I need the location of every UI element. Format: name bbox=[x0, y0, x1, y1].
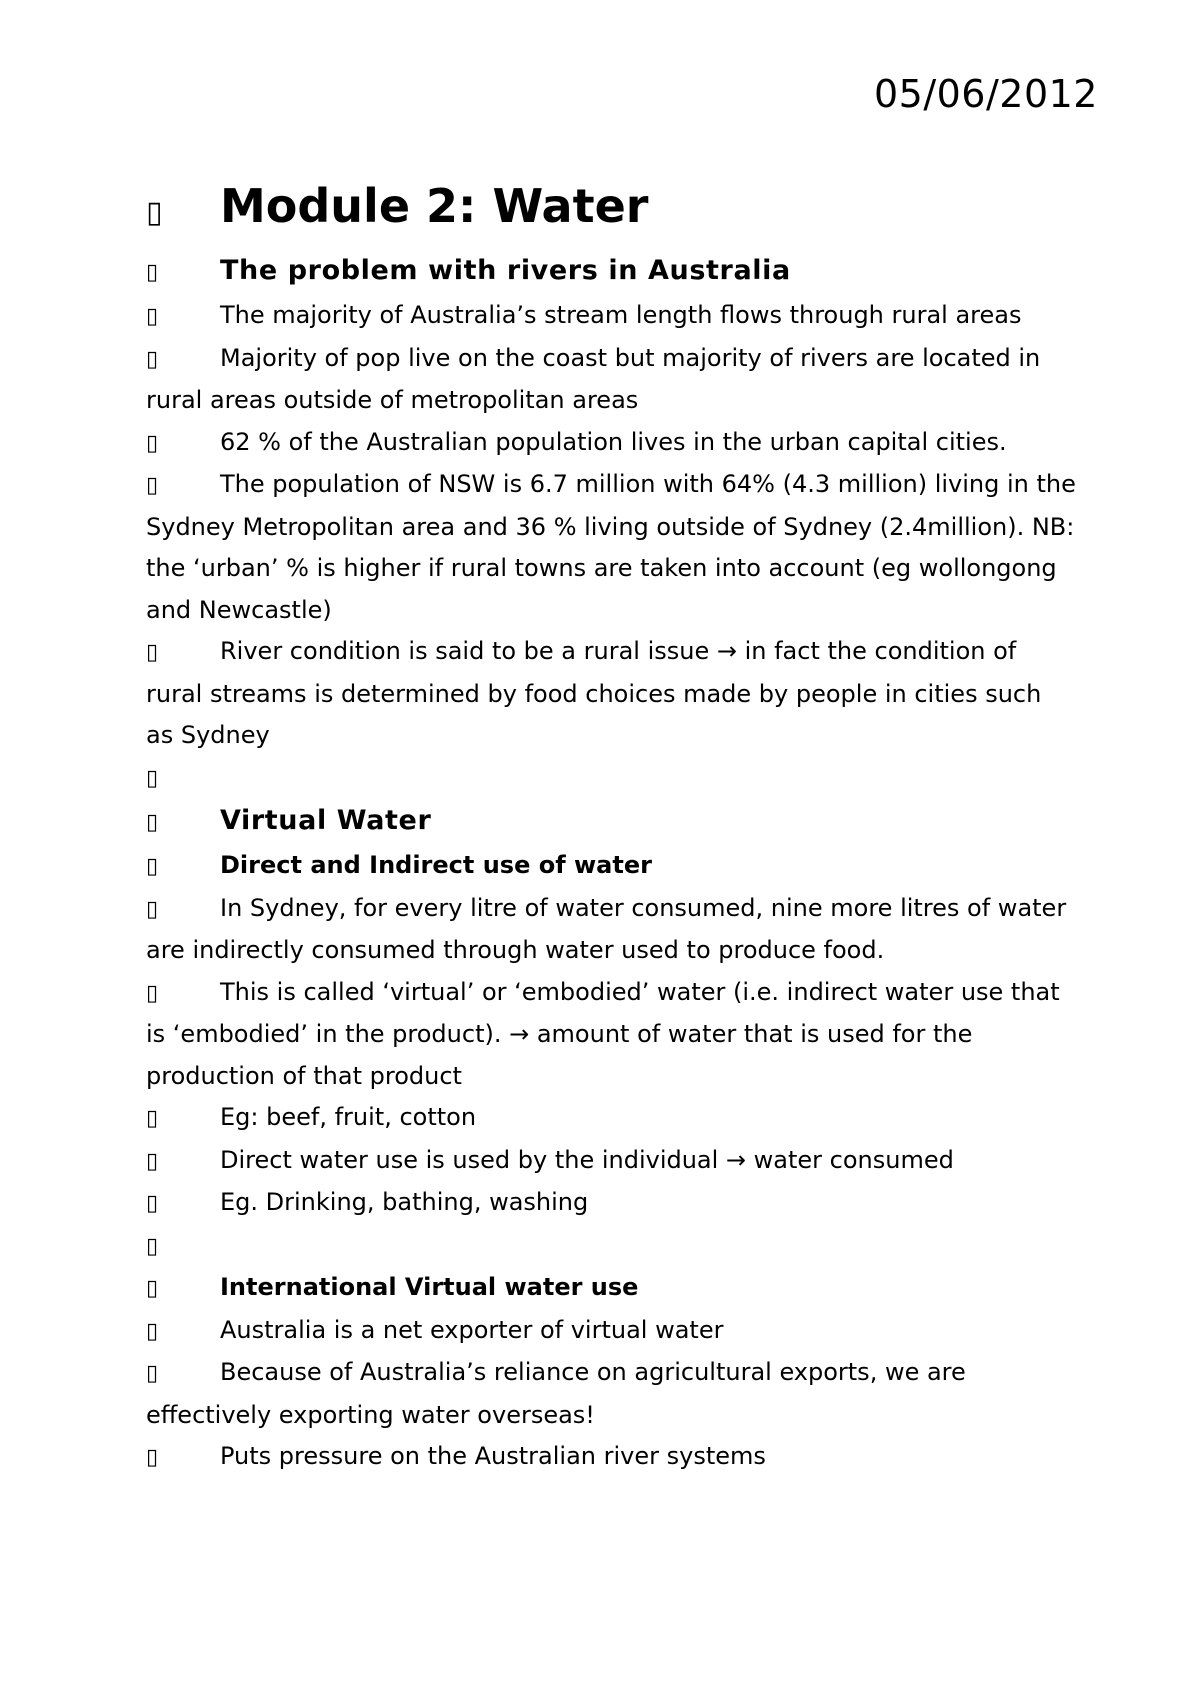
list-item-text: Eg. Drinking, bathing, washing bbox=[220, 1188, 589, 1216]
list-item-text: In Sydney, for every litre of water consumed, nine more litres of water are indirectly consumed through water used to produce food. bbox=[146, 893, 1067, 964]
bullet-marker-icon: ▯ bbox=[146, 980, 159, 1006]
bullet-marker-icon: ▯ bbox=[146, 640, 159, 665]
list-item-text: Puts pressure on the Australian river systems bbox=[220, 1442, 766, 1470]
list-item bbox=[146, 1436, 1076, 1479]
bullet-marker-icon: ▯ bbox=[146, 346, 159, 372]
empty-list-item bbox=[146, 757, 1076, 800]
list-item-text: Direct water use is used by the individual → water consumed bbox=[220, 1145, 954, 1174]
section-heading-text: Virtual Water bbox=[220, 805, 432, 836]
bullet-marker-icon: ▯ bbox=[146, 810, 159, 835]
bullet-marker-icon: ▯ bbox=[146, 765, 159, 791]
document-body bbox=[146, 176, 1076, 1479]
list-item bbox=[146, 422, 1076, 465]
bullet-marker-icon: ▯ bbox=[146, 1148, 159, 1174]
section-heading-text: The problem with rivers in Australia bbox=[220, 255, 791, 286]
bullet-marker-icon: ▯ bbox=[146, 1445, 159, 1470]
bullet-marker-icon: ▯ bbox=[146, 304, 159, 329]
section-heading-international bbox=[146, 1267, 1076, 1310]
list-item bbox=[146, 631, 1076, 757]
list-item bbox=[146, 464, 1076, 631]
section-heading-rivers bbox=[146, 249, 1076, 295]
section-heading-text: International Virtual water use bbox=[220, 1273, 639, 1301]
list-item-text: The population of NSW is 6.7 million with 64% (4.3 million) living in the Sydney Metropolitan area and 36 % living outside of Sydney (2.4million). NB: the ‘urban’ % is higher if rural towns are taken into account (eg wollongong and Newcastle) bbox=[146, 470, 1076, 624]
bullet-marker-icon: ▯ bbox=[146, 473, 159, 498]
bullet-marker-icon: ▯ bbox=[146, 1191, 159, 1216]
list-item bbox=[146, 1310, 1076, 1353]
list-item bbox=[146, 1140, 1076, 1183]
list-item bbox=[146, 338, 1076, 422]
list-item bbox=[146, 295, 1076, 338]
list-item-text: Australia is a net exporter of virtual water bbox=[220, 1315, 724, 1344]
bullet-marker-icon: ▯ bbox=[146, 1233, 159, 1259]
list-item bbox=[146, 972, 1076, 1098]
bullet-marker-icon: ▯ bbox=[146, 195, 163, 230]
list-item-text: Eg: beef, fruit, cotton bbox=[220, 1103, 477, 1131]
bullet-marker-icon: ▯ bbox=[146, 1106, 159, 1131]
list-item-text: This is called ‘virtual’ or ‘embodied’ water (i.e. indirect water use that is ‘embodied’ in the product). → amount of water that is used for the production of that product bbox=[146, 977, 1060, 1090]
section-heading-virtual-water bbox=[146, 799, 1076, 845]
bullet-marker-icon: ▯ bbox=[146, 896, 159, 922]
subheading-text: Direct and Indirect use of water bbox=[220, 851, 652, 879]
list-item bbox=[146, 888, 1076, 972]
list-item bbox=[146, 1352, 1076, 1436]
page-title-text: Module 2: Water bbox=[220, 179, 649, 233]
list-item-text: River condition is said to be a rural issue → in fact the condition of rural streams is determined by food choices made by people in cities such as Sydney bbox=[146, 637, 1042, 749]
bullet-marker-icon: ▯ bbox=[146, 430, 159, 456]
list-item-text: Majority of pop live on the coast but majority of rivers are located in rural areas outside of metropolitan areas bbox=[146, 343, 1041, 414]
bullet-marker-icon: ▯ bbox=[146, 1361, 159, 1386]
bullet-marker-icon: ▯ bbox=[146, 260, 159, 285]
document-date: 05/06/2012 bbox=[873, 72, 1098, 116]
empty-list-item bbox=[146, 1225, 1076, 1268]
list-item-text: The majority of Australia’s stream length flows through rural areas bbox=[220, 301, 1022, 329]
list-item-text: Because of Australia’s reliance on agricultural exports, we are effectively exporting water overseas! bbox=[146, 1358, 966, 1429]
list-item bbox=[146, 1097, 1076, 1140]
page-title bbox=[146, 176, 1076, 243]
bullet-marker-icon: ▯ bbox=[146, 1276, 159, 1301]
subheading-direct-indirect bbox=[146, 845, 1076, 888]
bullet-marker-icon: ▯ bbox=[146, 1318, 159, 1344]
list-item-text: 62 % of the Australian population lives in the urban capital cities. bbox=[220, 427, 1007, 456]
bullet-marker-icon: ▯ bbox=[146, 854, 159, 879]
list-item bbox=[146, 1182, 1076, 1225]
